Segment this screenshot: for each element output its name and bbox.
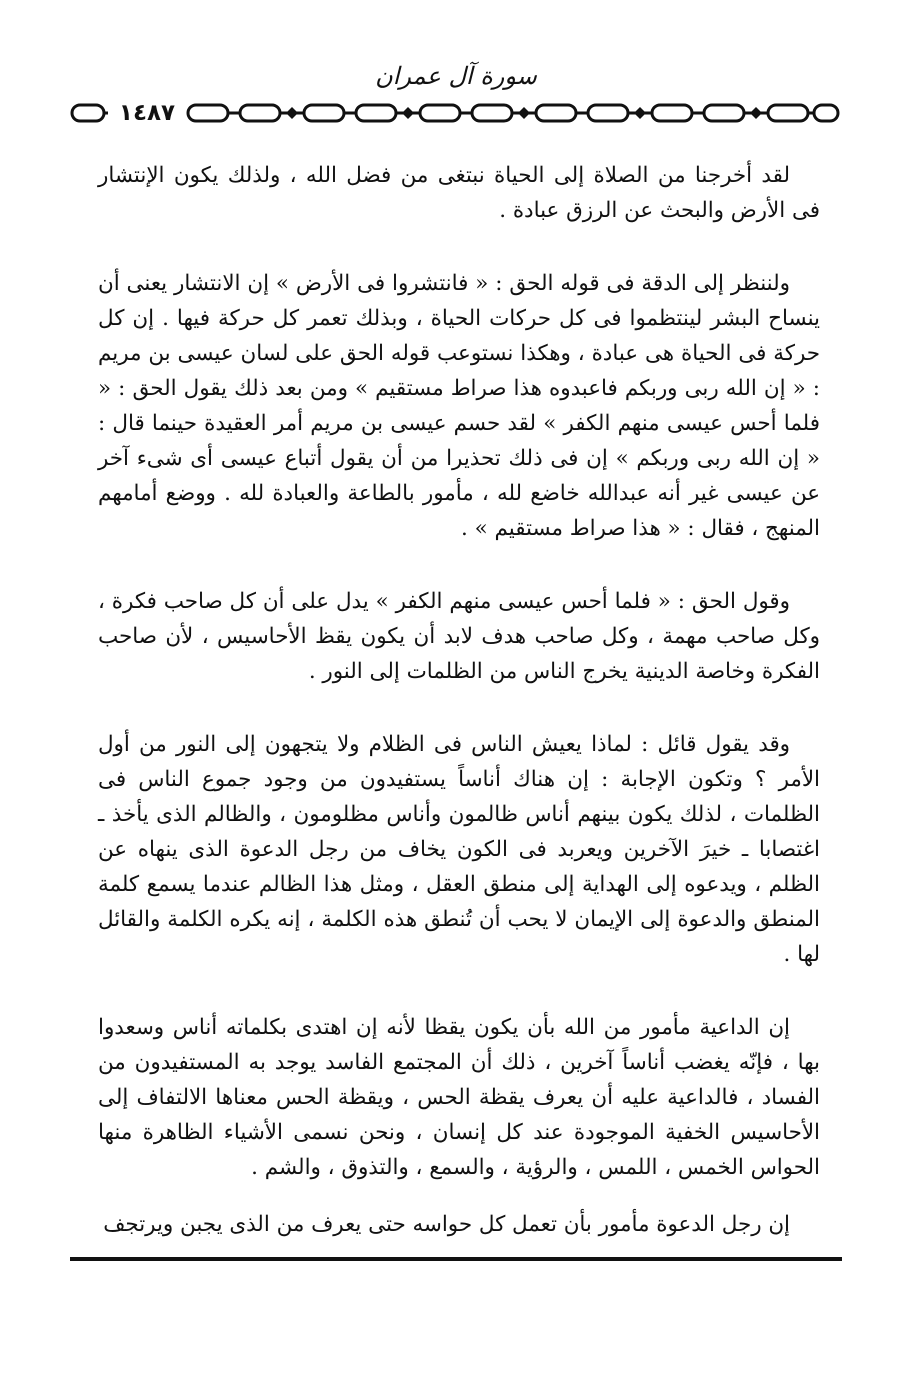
paragraph: وقول الحق : « فلما أحس عيسى منهم الكفر » يدل على أن كل صاحب فكرة ، وكل صاحب مهمة ، وكل صاحب هدف لابد أن يكون يقظ الأحاسيس ، لأن صاحب الفكرة وخاصة الدينية يخرج الناس من الظلمات إلى النور . [98,589,820,684]
body-text [98,158,820,1242]
paragraph: لقد أخرجنا من الصلاة إلى الحياة نبتغى من فضل الله ، ولذلك يكون الإنتشار فى الأرض والبحث عن الرزق عبادة . [98,163,820,223]
paragraph: إن الداعية مأمور من الله بأن يكون يقظا لأنه إن اهتدى بكلماته أناس وسعدوا بها ، فإنّه يغضب أناساً آخرين ، ذلك أن المجتمع الفاسد يوجد به المستفيدون من الفساد ، فالداعية عليه أن يعرف يقظة الحس ، ويقظة الحس معناها الالتفاف إلى الأحاسيس الخفية الموجودة عند كل إنسان ، ونحن نسمى الأشياء الظاهرة منها الحواس الخمس ، اللمس ، والرؤية ، والسمع ، والتذوق ، والشم . [98,1015,821,1180]
page-number: ١٤٨٧ [108,99,186,127]
footer-rule [70,1257,842,1261]
paragraph: ولننظر إلى الدقة فى قوله الحق : « فانتشروا فى الأرض » إن الانتشار يعنى أن ينساح البشر لينتظموا فى كل حركات الحياة ، وبذلك تعمر كل حركة فيها . إن كل حركة فى الحياة هى عبادة ، وهكذا نستوعب قوله الحق على لسان عيسى بن مريم : « إن الله ربى وربكم فاعبدوه هذا صراط مستقيم » ومن بعد ذلك يقول الحق : « فلما أحس عيسى منهم الكفر » لقد حسم عيسى بن مريم أمر العقيدة حينما قال : « إن الله ربى وربكم » إن فى ذلك تحذيرا من أن يقول أتباع عيسى أى شىء آخر عن عيسى غير أنه عبدالله خاضع لله ، مأمور بالطاعة والعبادة لله . ووضع أمامهم المنهج ، فقال : « هذا صراط مستقيم » . [98,271,820,541]
paragraph: إن رجل الدعوة مأمور بأن تعمل كل حواسه حتى يعرف من الذى يجبن ويرتجف [103,1212,790,1237]
surah-title: سورة آل عمران [375,62,537,90]
paragraph: وقد يقول قائل : لماذا يعيش الناس فى الظلام ولا يتجهون إلى النور من أول الأمر ؟ وتكون الإجابة : إن هناك أناساً يستفيدون من وجود جموع الناس فى الظلمات ، لذلك يكون بينهم أناس ظالمون وأناس مظلومون ، والظالم الذى يأخذ ـ اغتصابا ـ خيرَ الآخرين ويعربد فى الكون يخاف من رجل الدعوة الذى ينهاه عن الظلم ، ويدعوه إلى الهداية إلى منطق العقل ، ومثل هذا الظالم عندما يسمع كلمة المنطق والدعوة إلى الإيمان لا يحب أن تُنطق هذه الكلمة ، إنه يكره الكلمة والقائل لها . [98,732,820,967]
